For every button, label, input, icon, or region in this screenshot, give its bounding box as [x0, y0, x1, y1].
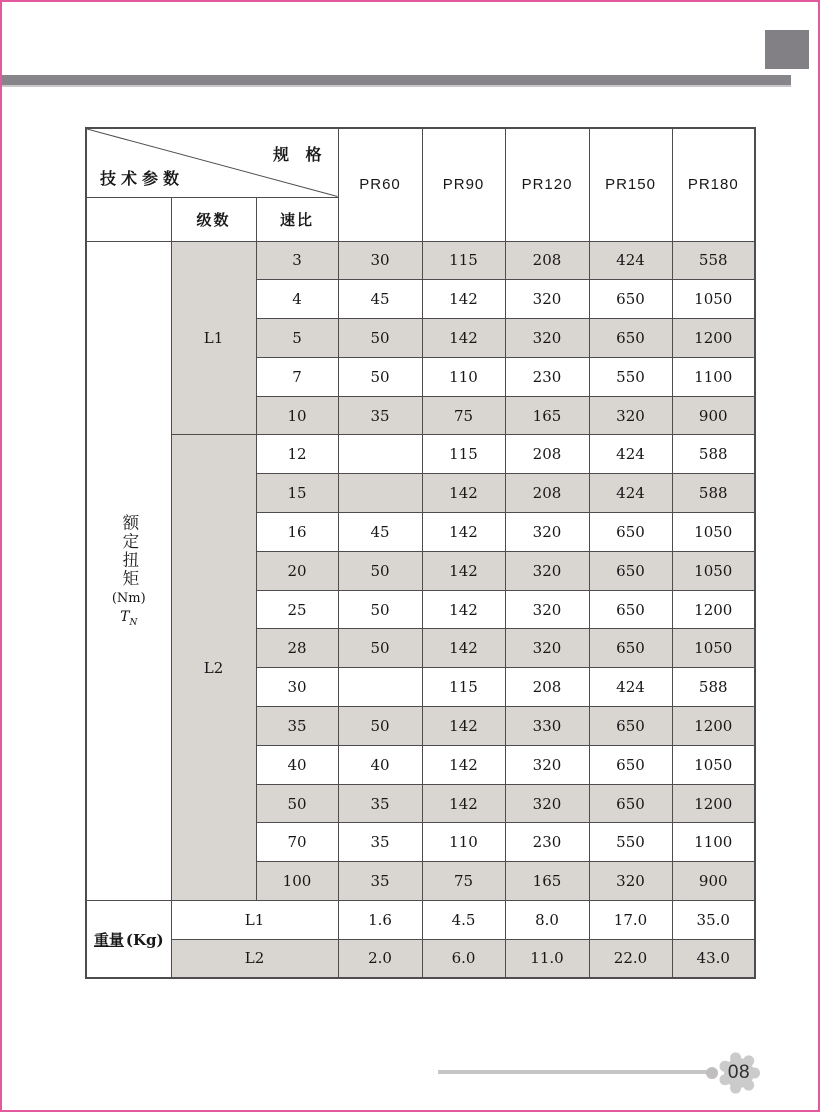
ratio-cell: 30: [256, 668, 338, 707]
ratio-cell: 7: [256, 357, 338, 396]
value-cell: 142: [422, 513, 505, 552]
value-cell: 1050: [672, 551, 755, 590]
value-cell: 142: [422, 745, 505, 784]
value-cell: 142: [422, 707, 505, 746]
value-cell: 142: [422, 474, 505, 513]
value-cell: 230: [505, 823, 589, 862]
value-cell: 650: [589, 319, 672, 358]
footer-rule: [438, 1070, 710, 1074]
ratio-cell: 20: [256, 551, 338, 590]
value-cell: 208: [505, 241, 589, 280]
torque-label: [87, 514, 171, 628]
value-cell: 424: [589, 241, 672, 280]
torque-unit: (Nm): [111, 590, 146, 606]
value-cell: 550: [589, 357, 672, 396]
value-cell: 40: [338, 745, 422, 784]
value-cell: 1100: [672, 357, 755, 396]
value-cell: 320: [505, 784, 589, 823]
value-cell: 50: [338, 590, 422, 629]
value-cell: 650: [589, 784, 672, 823]
ratio-cell: 12: [256, 435, 338, 474]
weight-value-cell: 35.0: [672, 901, 755, 940]
value-cell: 320: [505, 629, 589, 668]
ratio-cell: 40: [256, 745, 338, 784]
weight-value-cell: 22.0: [589, 939, 672, 978]
value-cell: 320: [589, 862, 672, 901]
weight-label-cell: [86, 901, 171, 979]
weight-value-cell: 11.0: [505, 939, 589, 978]
value-cell: 50: [338, 357, 422, 396]
column-header: PR150: [589, 128, 672, 241]
value-cell: 588: [672, 435, 755, 474]
page-number-badge: [715, 1049, 763, 1097]
value-cell: 320: [505, 319, 589, 358]
value-cell: 30: [338, 241, 422, 280]
value-cell: 230: [505, 357, 589, 396]
value-cell: 1200: [672, 319, 755, 358]
stage-group-cell: L2: [171, 435, 256, 901]
value-cell: 75: [422, 862, 505, 901]
ratio-cell: 35: [256, 707, 338, 746]
value-cell: 75: [422, 396, 505, 435]
value-cell: 320: [505, 280, 589, 319]
value-cell: 320: [505, 513, 589, 552]
value-cell: 142: [422, 629, 505, 668]
subheader-blank-cell: [86, 197, 171, 241]
value-cell: [338, 668, 422, 707]
header-bar: [0, 75, 791, 87]
spec-table: [85, 127, 756, 979]
value-cell: 650: [589, 280, 672, 319]
value-cell: 165: [505, 396, 589, 435]
ratio-cell: 16: [256, 513, 338, 552]
value-cell: 35: [338, 396, 422, 435]
weight-value-cell: 4.5: [422, 901, 505, 940]
ratio-cell: 4: [256, 280, 338, 319]
corner-label-params: 技术参数: [100, 170, 185, 188]
stage-header: 级数: [171, 197, 256, 241]
ratio-cell: 28: [256, 629, 338, 668]
value-cell: 558: [672, 241, 755, 280]
value-cell: 50: [338, 319, 422, 358]
value-cell: 115: [422, 435, 505, 474]
value-cell: 650: [589, 590, 672, 629]
value-cell: 1200: [672, 784, 755, 823]
value-cell: [338, 435, 422, 474]
value-cell: 35: [338, 862, 422, 901]
torque-label-cn: 额定扭矩: [119, 513, 139, 588]
ratio-cell: 15: [256, 474, 338, 513]
column-header: PR60: [338, 128, 422, 241]
value-cell: 110: [422, 823, 505, 862]
value-cell: 50: [338, 551, 422, 590]
value-cell: 142: [422, 590, 505, 629]
value-cell: 650: [589, 745, 672, 784]
torque-symbol: $T_N$: [120, 608, 138, 628]
stage-group-cell: L1: [171, 241, 256, 435]
value-cell: 320: [505, 745, 589, 784]
weight-label-cn: 重量: [93, 930, 124, 949]
value-cell: 650: [589, 513, 672, 552]
ratio-header: 速比: [256, 197, 338, 241]
value-cell: [338, 474, 422, 513]
value-cell: 142: [422, 551, 505, 590]
value-cell: 320: [589, 396, 672, 435]
value-cell: 320: [505, 590, 589, 629]
column-header: PR180: [672, 128, 755, 241]
value-cell: 142: [422, 784, 505, 823]
ratio-cell: 70: [256, 823, 338, 862]
value-cell: 208: [505, 435, 589, 474]
value-cell: 424: [589, 435, 672, 474]
value-cell: 208: [505, 474, 589, 513]
ratio-cell: 50: [256, 784, 338, 823]
value-cell: 45: [338, 513, 422, 552]
value-cell: 330: [505, 707, 589, 746]
value-cell: 1200: [672, 590, 755, 629]
header-accent-block: [765, 30, 809, 69]
ratio-cell: 25: [256, 590, 338, 629]
value-cell: 1050: [672, 280, 755, 319]
value-cell: 1200: [672, 707, 755, 746]
weight-value-cell: 1.6: [338, 901, 422, 940]
value-cell: 588: [672, 474, 755, 513]
value-cell: 142: [422, 280, 505, 319]
weight-value-cell: 2.0: [338, 939, 422, 978]
value-cell: 50: [338, 629, 422, 668]
value-cell: 208: [505, 668, 589, 707]
ratio-cell: 10: [256, 396, 338, 435]
value-cell: 50: [338, 707, 422, 746]
value-cell: 650: [589, 629, 672, 668]
value-cell: 320: [505, 551, 589, 590]
value-cell: 142: [422, 319, 505, 358]
value-cell: 424: [589, 668, 672, 707]
weight-value-cell: 6.0: [422, 939, 505, 978]
value-cell: 1050: [672, 629, 755, 668]
ratio-cell: 3: [256, 241, 338, 280]
value-cell: 165: [505, 862, 589, 901]
page-number: 08: [727, 1062, 751, 1083]
ratio-cell: 5: [256, 319, 338, 358]
corner-label-spec: 规 格: [273, 147, 328, 164]
value-cell: 110: [422, 357, 505, 396]
value-cell: 650: [589, 551, 672, 590]
weight-stage-cell: L2: [171, 939, 338, 978]
value-cell: 1050: [672, 513, 755, 552]
value-cell: 424: [589, 474, 672, 513]
value-cell: 650: [589, 707, 672, 746]
column-header: PR120: [505, 128, 589, 241]
value-cell: 1100: [672, 823, 755, 862]
value-cell: 35: [338, 823, 422, 862]
weight-value-cell: 8.0: [505, 901, 589, 940]
torque-label-cell: [86, 241, 171, 901]
weight-label-unit: (Kg): [125, 930, 164, 949]
value-cell: 1050: [672, 745, 755, 784]
column-header: PR90: [422, 128, 505, 241]
weight-stage-cell: L1: [171, 901, 338, 940]
value-cell: 588: [672, 668, 755, 707]
value-cell: 45: [338, 280, 422, 319]
weight-value-cell: 17.0: [589, 901, 672, 940]
corner-cell: [86, 128, 338, 197]
value-cell: 900: [672, 862, 755, 901]
value-cell: 550: [589, 823, 672, 862]
value-cell: 900: [672, 396, 755, 435]
value-cell: 35: [338, 784, 422, 823]
value-cell: 115: [422, 241, 505, 280]
weight-value-cell: 43.0: [672, 939, 755, 978]
ratio-cell: 100: [256, 862, 338, 901]
value-cell: 115: [422, 668, 505, 707]
